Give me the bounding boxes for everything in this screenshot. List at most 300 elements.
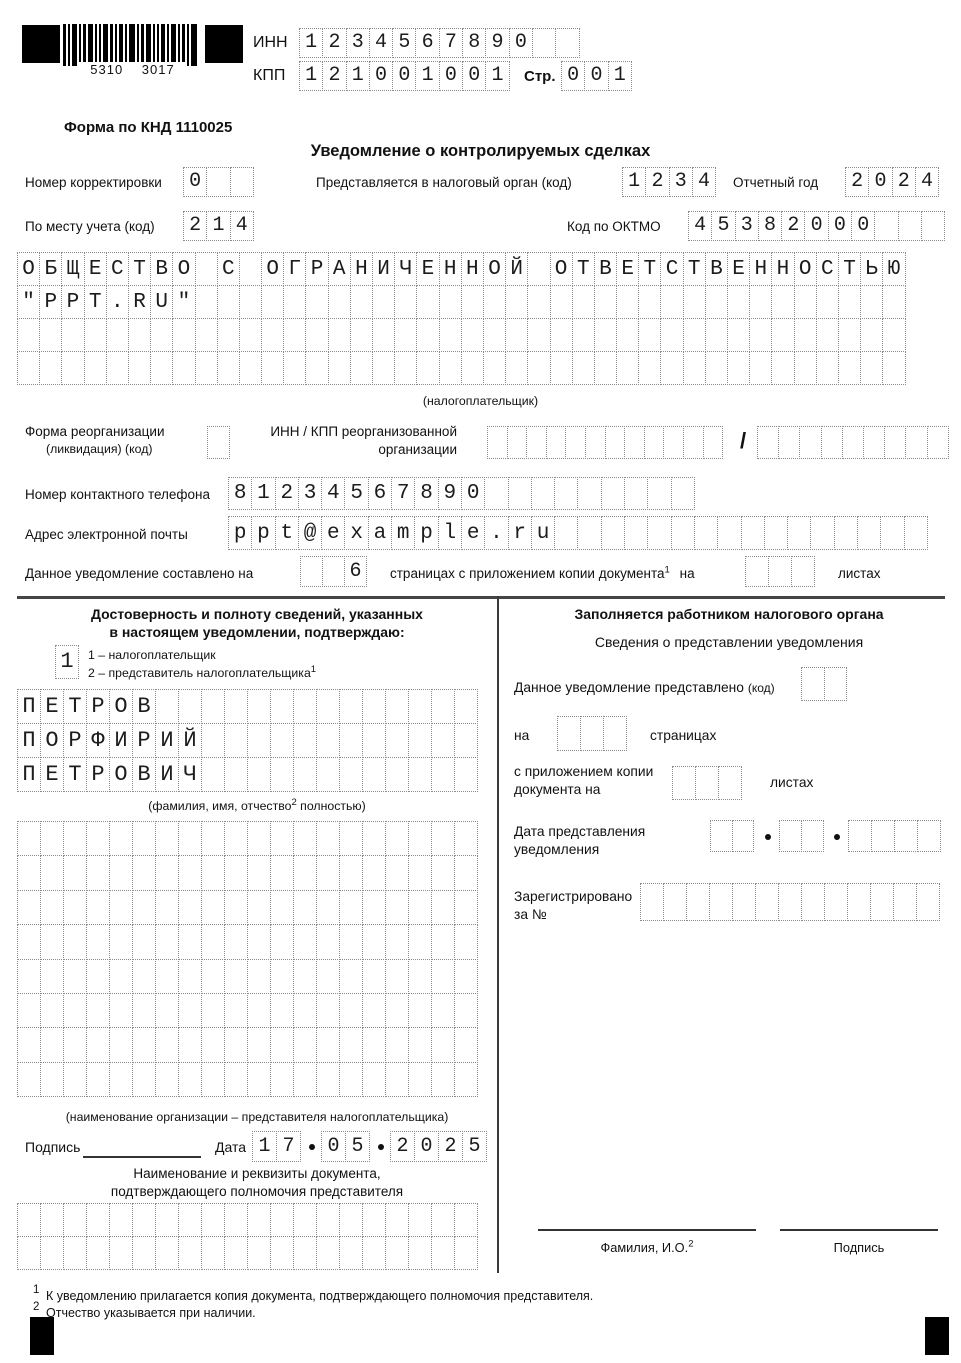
char-cell[interactable] (616, 318, 639, 352)
char-cell[interactable] (224, 993, 248, 1028)
char-cell[interactable]: 1 (299, 61, 323, 91)
char-cell[interactable] (109, 959, 133, 994)
char-cell[interactable] (17, 1236, 41, 1270)
char-cell[interactable] (816, 285, 839, 319)
char-cell[interactable] (431, 1203, 455, 1237)
char-cell[interactable] (201, 1062, 225, 1097)
char-cell[interactable] (132, 855, 156, 890)
char-cell[interactable] (316, 890, 340, 925)
char-cell[interactable] (454, 1027, 478, 1062)
char-cell[interactable] (794, 318, 817, 352)
char-cell[interactable]: Р (305, 252, 328, 286)
char-cell[interactable] (106, 351, 129, 385)
char-cell[interactable]: P (61, 285, 84, 319)
char-cell[interactable] (247, 959, 271, 994)
char-cell[interactable]: t (275, 516, 299, 550)
char-cell[interactable] (857, 516, 881, 550)
char-cell[interactable] (771, 285, 794, 319)
phone-cells[interactable] (228, 477, 695, 510)
char-cell[interactable] (239, 351, 262, 385)
char-cell[interactable]: Г (283, 252, 306, 286)
char-cell[interactable]: И (155, 723, 179, 758)
char-cell[interactable]: 4 (230, 211, 254, 241)
char-cell[interactable] (385, 1027, 409, 1062)
char-cell[interactable] (178, 959, 202, 994)
char-cell[interactable] (408, 1062, 432, 1097)
reorg-kpp-cells[interactable] (757, 426, 949, 459)
char-cell[interactable] (224, 1236, 248, 1270)
char-cell[interactable] (178, 1236, 202, 1270)
char-cell[interactable] (565, 426, 586, 459)
char-cell[interactable] (224, 757, 248, 792)
char-cell[interactable] (217, 318, 240, 352)
char-cell[interactable]: " (17, 285, 40, 319)
char-cell[interactable] (454, 855, 478, 890)
char-cell[interactable] (483, 351, 506, 385)
char-cell[interactable] (61, 318, 84, 352)
char-cell[interactable] (328, 351, 351, 385)
char-cell[interactable] (727, 318, 750, 352)
char-cell[interactable] (810, 516, 834, 550)
char-cell[interactable] (749, 285, 772, 319)
char-cell[interactable] (554, 516, 578, 550)
char-cell[interactable] (293, 890, 317, 925)
char-cell[interactable] (86, 855, 110, 890)
char-cell[interactable] (882, 285, 905, 319)
char-cell[interactable] (546, 426, 567, 459)
char-cell[interactable] (660, 351, 683, 385)
submit-date-day-cells[interactable] (710, 820, 754, 852)
char-cell[interactable] (316, 959, 340, 994)
char-cell[interactable]: Й (505, 252, 528, 286)
char-cell[interactable] (863, 426, 885, 459)
char-cell[interactable]: e (321, 516, 345, 550)
char-cell[interactable] (703, 426, 724, 459)
char-cell[interactable] (454, 723, 478, 758)
reorg-inn-cells[interactable] (487, 426, 723, 459)
char-cell[interactable]: 9 (485, 28, 509, 58)
char-cell[interactable] (339, 924, 363, 959)
char-cell[interactable] (454, 890, 478, 925)
char-cell[interactable] (201, 1027, 225, 1062)
page-number-cells[interactable] (561, 61, 632, 91)
submit-date-year-cells[interactable] (848, 820, 941, 852)
char-cell[interactable]: 5 (462, 1131, 487, 1162)
char-cell[interactable]: 0 (183, 167, 207, 197)
char-cell[interactable] (40, 993, 64, 1028)
char-cell[interactable] (40, 1236, 64, 1270)
char-cell[interactable] (84, 318, 107, 352)
pages-count-cells[interactable] (300, 556, 367, 587)
char-cell[interactable]: Т (572, 252, 595, 286)
char-cell[interactable] (801, 883, 825, 921)
char-cell[interactable]: 7 (276, 1131, 301, 1162)
char-cell[interactable] (328, 285, 351, 319)
right-pages-cells[interactable] (557, 716, 627, 751)
char-cell[interactable] (201, 689, 225, 724)
char-cell[interactable]: 1 (206, 211, 230, 241)
char-cell[interactable] (362, 723, 386, 758)
char-cell[interactable] (554, 477, 578, 510)
char-cell[interactable]: О (40, 723, 64, 758)
char-cell[interactable] (316, 855, 340, 890)
char-cell[interactable]: 2 (183, 211, 207, 241)
char-cell[interactable] (86, 821, 110, 856)
char-cell[interactable]: П (17, 757, 41, 792)
char-cell[interactable] (201, 757, 225, 792)
char-cell[interactable] (40, 959, 64, 994)
officer-name-line[interactable] (538, 1229, 756, 1231)
char-cell[interactable] (247, 855, 271, 890)
char-cell[interactable] (17, 1062, 41, 1097)
char-cell[interactable]: 2 (845, 167, 869, 197)
char-cell[interactable] (362, 959, 386, 994)
char-cell[interactable] (305, 351, 328, 385)
submitted-code-cells[interactable] (801, 667, 847, 701)
char-cell[interactable] (339, 959, 363, 994)
char-cell[interactable] (270, 1203, 294, 1237)
char-cell[interactable] (316, 993, 340, 1028)
char-cell[interactable]: 4 (915, 167, 939, 197)
char-cell[interactable]: 0 (462, 61, 486, 91)
char-cell[interactable] (801, 667, 825, 701)
char-cell[interactable]: С (217, 252, 240, 286)
char-cell[interactable] (155, 993, 179, 1028)
char-cell[interactable] (293, 1203, 317, 1237)
char-cell[interactable] (385, 993, 409, 1028)
char-cell[interactable] (385, 821, 409, 856)
char-cell[interactable] (224, 855, 248, 890)
char-cell[interactable] (821, 426, 843, 459)
char-cell[interactable] (771, 351, 794, 385)
char-cell[interactable] (710, 820, 733, 852)
char-cell[interactable]: p (251, 516, 275, 550)
char-cell[interactable] (339, 855, 363, 890)
char-cell[interactable] (671, 516, 695, 550)
char-cell[interactable] (239, 252, 262, 286)
char-cell[interactable] (408, 1203, 432, 1237)
char-cell[interactable] (385, 924, 409, 959)
char-cell[interactable] (224, 924, 248, 959)
char-cell[interactable] (155, 1203, 179, 1237)
char-cell[interactable] (603, 716, 627, 751)
char-cell[interactable] (663, 883, 687, 921)
char-cell[interactable] (178, 821, 202, 856)
char-cell[interactable] (672, 766, 696, 800)
char-cell[interactable] (247, 723, 271, 758)
char-cell[interactable] (63, 993, 87, 1028)
char-cell[interactable]: 1 (608, 61, 632, 91)
submit-date-month-cells[interactable] (779, 820, 824, 852)
char-cell[interactable]: @ (298, 516, 322, 550)
char-cell[interactable] (362, 757, 386, 792)
char-cell[interactable]: Е (727, 252, 750, 286)
char-cell[interactable]: 1 (252, 1131, 277, 1162)
char-cell[interactable]: 4 (692, 167, 716, 197)
char-cell[interactable] (483, 285, 506, 319)
char-cell[interactable] (201, 1203, 225, 1237)
char-cell[interactable] (824, 883, 848, 921)
char-cell[interactable] (686, 883, 710, 921)
char-cell[interactable] (17, 855, 41, 890)
char-cell[interactable] (638, 318, 661, 352)
char-cell[interactable] (230, 167, 254, 197)
char-cell[interactable] (63, 1203, 87, 1237)
char-cell[interactable] (385, 757, 409, 792)
char-cell[interactable] (904, 516, 928, 550)
char-cell[interactable] (155, 959, 179, 994)
char-cell[interactable] (791, 556, 815, 587)
char-cell[interactable]: 2 (322, 28, 346, 58)
char-cell[interactable] (178, 855, 202, 890)
char-cell[interactable] (40, 821, 64, 856)
char-cell[interactable] (385, 890, 409, 925)
char-cell[interactable] (484, 477, 508, 510)
char-cell[interactable] (155, 1027, 179, 1062)
char-cell[interactable] (109, 924, 133, 959)
char-cell[interactable]: 3 (669, 167, 693, 197)
char-cell[interactable] (293, 959, 317, 994)
char-cell[interactable] (224, 689, 248, 724)
char-cell[interactable]: Р (86, 757, 110, 792)
char-cell[interactable]: О (172, 252, 195, 286)
char-cell[interactable] (439, 318, 462, 352)
char-cell[interactable] (727, 285, 750, 319)
char-cell[interactable] (372, 318, 395, 352)
char-cell[interactable] (550, 285, 573, 319)
char-cell[interactable] (757, 426, 779, 459)
char-cell[interactable] (362, 855, 386, 890)
char-cell[interactable] (461, 351, 484, 385)
char-cell[interactable]: 1 (622, 167, 646, 197)
char-cell[interactable] (201, 993, 225, 1028)
char-cell[interactable]: 8 (228, 477, 252, 510)
char-cell[interactable] (362, 890, 386, 925)
char-cell[interactable] (416, 318, 439, 352)
email-cells[interactable] (228, 516, 928, 550)
char-cell[interactable] (17, 993, 41, 1028)
char-cell[interactable] (431, 1236, 455, 1270)
char-cell[interactable] (594, 285, 617, 319)
char-cell[interactable] (717, 516, 741, 550)
char-cell[interactable] (63, 821, 87, 856)
char-cell[interactable]: 7 (439, 28, 463, 58)
char-cell[interactable]: 5 (345, 1131, 370, 1162)
char-cell[interactable] (683, 351, 706, 385)
char-cell[interactable] (63, 890, 87, 925)
char-cell[interactable] (270, 855, 294, 890)
char-cell[interactable]: 3 (735, 211, 759, 241)
char-cell[interactable] (155, 924, 179, 959)
char-cell[interactable]: 0 (584, 61, 608, 91)
char-cell[interactable]: Р (132, 723, 156, 758)
char-cell[interactable] (431, 959, 455, 994)
char-cell[interactable] (454, 1203, 478, 1237)
char-cell[interactable] (247, 757, 271, 792)
char-cell[interactable] (916, 883, 940, 921)
char-cell[interactable] (109, 1062, 133, 1097)
char-cell[interactable] (350, 318, 373, 352)
char-cell[interactable] (695, 766, 719, 800)
char-cell[interactable] (745, 556, 769, 587)
char-cell[interactable] (848, 820, 872, 852)
char-cell[interactable] (624, 477, 648, 510)
char-cell[interactable] (824, 667, 848, 701)
char-cell[interactable]: p (414, 516, 438, 550)
char-cell[interactable]: a (368, 516, 392, 550)
doc-requisites-cells[interactable] (17, 1203, 478, 1270)
char-cell[interactable] (86, 890, 110, 925)
char-cell[interactable]: Ь (860, 252, 883, 286)
char-cell[interactable] (572, 318, 595, 352)
char-cell[interactable] (408, 855, 432, 890)
char-cell[interactable]: Ф (86, 723, 110, 758)
char-cell[interactable] (385, 1203, 409, 1237)
char-cell[interactable] (431, 723, 455, 758)
char-cell[interactable] (293, 723, 317, 758)
char-cell[interactable] (155, 1062, 179, 1097)
char-cell[interactable] (624, 516, 648, 550)
char-cell[interactable] (339, 1203, 363, 1237)
char-cell[interactable] (408, 757, 432, 792)
char-cell[interactable]: 6 (415, 28, 439, 58)
char-cell[interactable] (572, 351, 595, 385)
char-cell[interactable]: 0 (461, 477, 485, 510)
representative-org-cells[interactable] (17, 821, 478, 1097)
char-cell[interactable] (39, 318, 62, 352)
char-cell[interactable] (431, 1062, 455, 1097)
char-cell[interactable]: u (531, 516, 555, 550)
char-cell[interactable] (718, 766, 742, 800)
char-cell[interactable] (270, 924, 294, 959)
char-cell[interactable] (150, 351, 173, 385)
char-cell[interactable]: 0 (369, 61, 393, 91)
char-cell[interactable] (270, 757, 294, 792)
char-cell[interactable]: В (594, 252, 617, 286)
char-cell[interactable] (362, 1203, 386, 1237)
char-cell[interactable] (838, 285, 861, 319)
char-cell[interactable] (647, 477, 671, 510)
char-cell[interactable] (550, 351, 573, 385)
char-cell[interactable] (293, 924, 317, 959)
char-cell[interactable] (224, 890, 248, 925)
char-cell[interactable]: 4 (688, 211, 712, 241)
char-cell[interactable]: Ч (178, 757, 202, 792)
char-cell[interactable] (178, 1203, 202, 1237)
char-cell[interactable] (84, 351, 107, 385)
char-cell[interactable] (247, 1203, 271, 1237)
char-cell[interactable]: В (132, 757, 156, 792)
char-cell[interactable]: 0 (804, 211, 828, 241)
char-cell[interactable] (577, 516, 601, 550)
char-cell[interactable]: С (816, 252, 839, 286)
char-cell[interactable] (283, 351, 306, 385)
char-cell[interactable] (768, 556, 792, 587)
char-cell[interactable]: 0 (439, 61, 463, 91)
char-cell[interactable]: 2 (275, 477, 299, 510)
char-cell[interactable] (362, 821, 386, 856)
char-cell[interactable]: U (150, 285, 173, 319)
char-cell[interactable] (172, 318, 195, 352)
char-cell[interactable] (454, 959, 478, 994)
char-cell[interactable] (893, 883, 917, 921)
char-cell[interactable]: 3 (346, 28, 370, 58)
char-cell[interactable] (283, 285, 306, 319)
char-cell[interactable] (207, 426, 230, 459)
char-cell[interactable] (616, 285, 639, 319)
char-cell[interactable]: Т (63, 757, 87, 792)
char-cell[interactable] (705, 318, 728, 352)
char-cell[interactable] (40, 1203, 64, 1237)
char-cell[interactable] (799, 426, 821, 459)
char-cell[interactable] (224, 1027, 248, 1062)
char-cell[interactable]: T (84, 285, 107, 319)
char-cell[interactable] (705, 351, 728, 385)
char-cell[interactable]: С (106, 252, 129, 286)
char-cell[interactable] (507, 426, 528, 459)
char-cell[interactable] (270, 1027, 294, 1062)
char-cell[interactable] (801, 820, 824, 852)
char-cell[interactable] (247, 1236, 271, 1270)
char-cell[interactable] (316, 1236, 340, 1270)
char-cell[interactable] (109, 890, 133, 925)
char-cell[interactable] (385, 1062, 409, 1097)
char-cell[interactable] (17, 1203, 41, 1237)
char-cell[interactable] (905, 426, 927, 459)
char-cell[interactable] (508, 477, 532, 510)
correction-cells[interactable] (183, 167, 254, 197)
char-cell[interactable] (63, 924, 87, 959)
char-cell[interactable]: P (39, 285, 62, 319)
char-cell[interactable] (921, 211, 945, 241)
char-cell[interactable] (794, 351, 817, 385)
char-cell[interactable] (293, 1236, 317, 1270)
char-cell[interactable] (201, 821, 225, 856)
char-cell[interactable]: " (172, 285, 195, 319)
char-cell[interactable] (128, 351, 151, 385)
char-cell[interactable] (247, 1027, 271, 1062)
char-cell[interactable] (394, 318, 417, 352)
char-cell[interactable]: Н (771, 252, 794, 286)
char-cell[interactable] (779, 820, 802, 852)
char-cell[interactable] (328, 318, 351, 352)
char-cell[interactable] (385, 959, 409, 994)
char-cell[interactable]: l (438, 516, 462, 550)
char-cell[interactable] (132, 821, 156, 856)
char-cell[interactable] (787, 516, 811, 550)
char-cell[interactable] (732, 820, 755, 852)
char-cell[interactable] (150, 318, 173, 352)
char-cell[interactable] (385, 689, 409, 724)
char-cell[interactable] (293, 757, 317, 792)
char-cell[interactable] (40, 1027, 64, 1062)
char-cell[interactable] (660, 318, 683, 352)
char-cell[interactable] (109, 821, 133, 856)
char-cell[interactable] (178, 689, 202, 724)
char-cell[interactable] (461, 285, 484, 319)
char-cell[interactable] (778, 426, 800, 459)
char-cell[interactable]: Е (40, 689, 64, 724)
char-cell[interactable] (239, 285, 262, 319)
char-cell[interactable] (572, 285, 595, 319)
char-cell[interactable] (217, 285, 240, 319)
char-cell[interactable] (293, 689, 317, 724)
char-cell[interactable] (408, 689, 432, 724)
char-cell[interactable] (178, 993, 202, 1028)
char-cell[interactable] (624, 426, 645, 459)
char-cell[interactable] (431, 689, 455, 724)
char-cell[interactable] (749, 351, 772, 385)
